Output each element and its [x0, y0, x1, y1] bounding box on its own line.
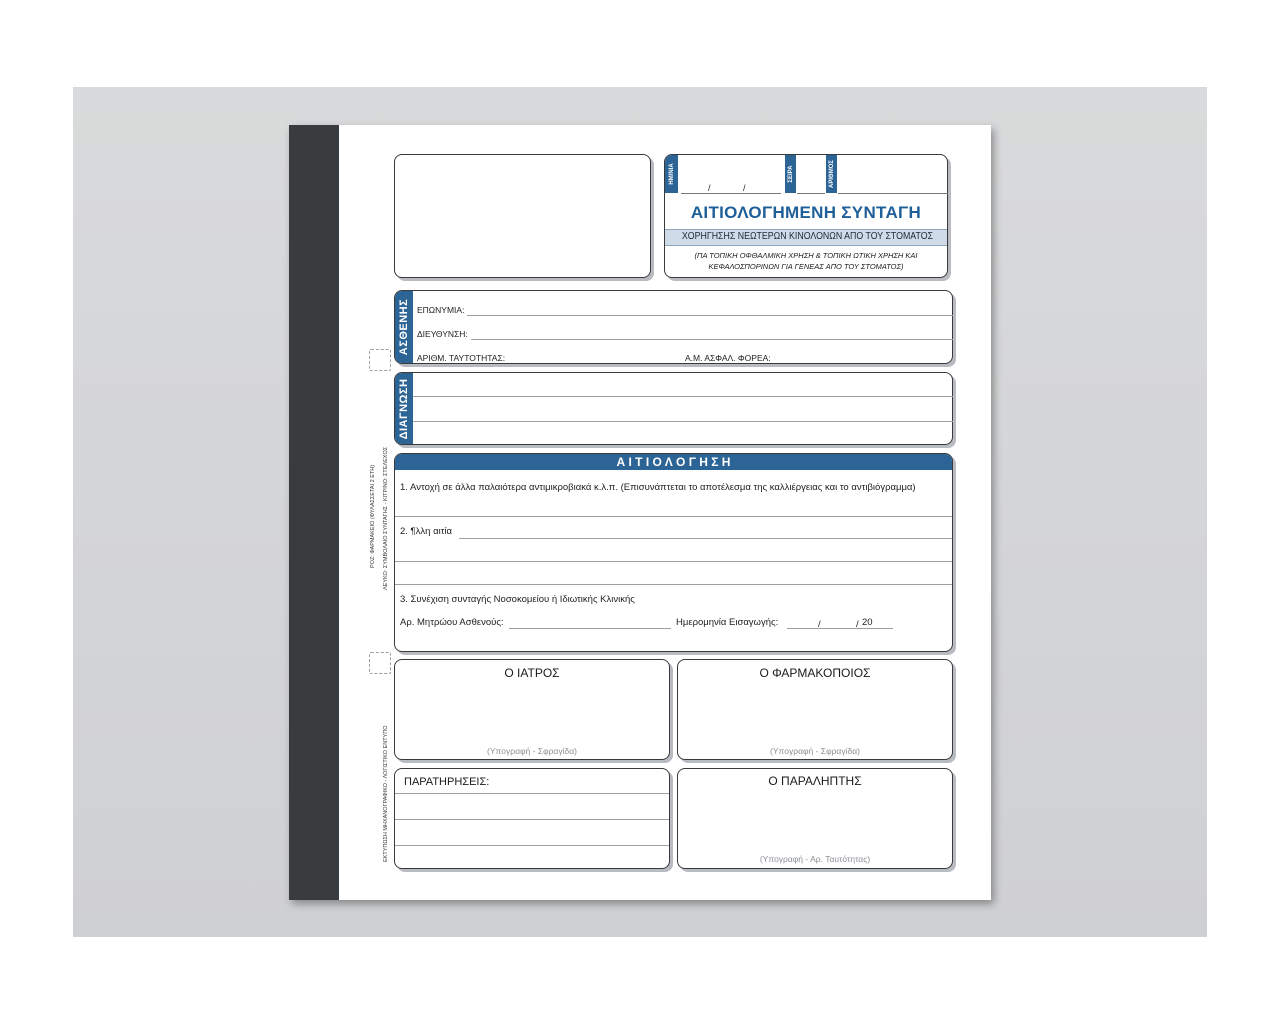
- pharmacist-caption: (Υπογραφή - Σφραγίδα): [770, 746, 860, 756]
- margin-checkbox-2[interactable]: [369, 652, 391, 674]
- form-note-line-1: (ΠΑ ΤΟΠΙΚΗ ΟΦΘΑΛΜΙΚΗ ΧΡΗΣΗ & ΤΟΠΙΚΗ ΩΤΙΚΗ ΧΡΗΣΗ ΚΑΙ: [694, 251, 918, 260]
- number-tab: [826, 155, 837, 193]
- reason-3: 3. Συνέχιση συνταγής Νοσοκομείου ή Ιδιωτικής Κλινικής: [400, 594, 635, 605]
- recipient-caption: (Υπογραφή - Αρ. Ταυτότητας): [759, 854, 871, 864]
- admission-sep-2: /: [856, 619, 859, 630]
- patient-section: [394, 290, 953, 364]
- registry-field[interactable]: [509, 628, 671, 629]
- recipient-title: Ο ΠΑΡΑΛΗΠΤΗΣ: [768, 774, 862, 788]
- printer-note: ΕΚΤΥΠΩΣΗ ΜΗΧΑΝΟΓΡΑΦΙΚΟ - ΛΟΓΙΣΤΙΚΟ ΕΝΤΥΠΟ: [383, 725, 389, 862]
- date-sep-2: /: [743, 183, 746, 193]
- form-subtitle: ΧΟΡΗΓΗΣΗΣ ΝΕΩΤΕΡΩΝ ΚΙΝΟΛΟΝΩΝ ΑΠΟ ΤΟΥ ΣΤΟΜΑΤΟΣ: [681, 231, 934, 242]
- patient-tab: ΑΣΘΕΝΗΣ: [395, 291, 413, 363]
- date-sep-1: /: [708, 183, 711, 193]
- diagnosis-tab: ΔΙΑΓΝΩΣΗ: [395, 373, 413, 444]
- remarks-line-3[interactable]: [395, 845, 669, 846]
- date-tab: [665, 155, 678, 193]
- diagnosis-line-2[interactable]: [413, 421, 953, 422]
- doctor-title: Ο ΙΑΤΡΟΣ: [504, 666, 560, 680]
- subtitle-band: [665, 229, 947, 246]
- name-field[interactable]: [467, 315, 953, 316]
- number-label: ΑΡΙΘΜΟΣ: [828, 160, 835, 188]
- reason-2-field[interactable]: [459, 538, 952, 539]
- id-label: ΑΡΙΘΜ. ΤΑΥΤΟΤΗΤΑΣ:: [417, 353, 506, 363]
- doctor-signature-box[interactable]: [394, 659, 670, 760]
- diagnosis-section: [394, 372, 953, 445]
- name-label: ΕΠΩΝΥΜΙΑ:: [417, 305, 465, 315]
- date-label: ΗΜ/ΝΙΑ: [668, 163, 675, 185]
- address-label: ΔΙΕΥΘΥΝΣΗ:: [417, 329, 468, 339]
- series-tab: [785, 155, 796, 193]
- address-field[interactable]: [471, 339, 953, 340]
- admission-year-prefix: 20: [862, 617, 873, 628]
- pharmacist-title: Ο ΦΑΡΜΑΚΟΠΟΙΟΣ: [759, 666, 871, 680]
- reason-1-line[interactable]: [395, 516, 952, 517]
- series-label: ΣΕΙΡΑ: [787, 165, 794, 183]
- margin-checkbox-1[interactable]: [369, 349, 391, 371]
- stamp-box[interactable]: [394, 154, 651, 278]
- doctor-caption: (Υπογραφή - Σφραγίδα): [487, 746, 577, 756]
- date-field[interactable]: [681, 193, 781, 194]
- recipient-signature-box[interactable]: [677, 768, 953, 869]
- form-title: ΑΙΤΙΟΛΟΓΗΜΕΝΗ ΣΥΝΤΑΓΗ: [690, 203, 922, 222]
- copies-note-1: ΡΟΖ: ΦΑΡΜΑΚΕΙΟ (ΦΥΛΑΣΣΕΤΑΙ 2 ΕΤΗ): [370, 464, 376, 568]
- title-box: [664, 154, 948, 278]
- insurance-label: Α.Μ. ΑΣΦΑΛ. ΦΟΡΕΑ:: [685, 353, 771, 363]
- reason-2: 2. ¶λλη αιτία: [400, 526, 453, 537]
- reason-1: 1. Αντοχή σε άλλα παλαιότερα αντιμικροβιακά κ.λ.π. (Επισυνάπτεται το αποτέλεσμα της καλλιέργειας και το αντιβιόγραμμα): [400, 482, 916, 493]
- admission-sep-1: /: [818, 619, 821, 630]
- remarks-line-2[interactable]: [395, 819, 669, 820]
- copies-note-2: ΛΕΥΚΟ: ΣΥΜΒΟΛΑΙΟ ΣΥΝΤΑΓΗΣ - ΚΙΤΡΙΝΟ: ΣΤΕΛΕΧΟΣ: [383, 446, 389, 590]
- number-field[interactable]: [838, 193, 948, 194]
- reason-2-line-2[interactable]: [395, 561, 952, 562]
- reason-2-line-3[interactable]: [395, 584, 952, 585]
- remarks-box[interactable]: [394, 768, 670, 869]
- diagnosis-line-1[interactable]: [413, 396, 953, 397]
- justification-heading: Α Ι Τ Ι Ο Λ Ο Γ Η Σ Η: [395, 454, 952, 470]
- remarks-title: ΠΑΡΑΤΗΡΗΣΕΙΣ:: [404, 776, 490, 788]
- admission-label: Ημερομηνία Εισαγωγής:: [676, 617, 779, 628]
- admission-date-field[interactable]: [787, 628, 893, 629]
- registry-label: Αρ. Μητρώου Ασθενούς:: [400, 617, 504, 628]
- series-field[interactable]: [797, 193, 825, 194]
- remarks-line-1[interactable]: [395, 793, 669, 794]
- justification-section: [394, 453, 953, 652]
- binding-spine: [289, 125, 339, 900]
- pharmacist-signature-box[interactable]: [677, 659, 953, 760]
- form-note-line-2: ΚΕΦΑΛΟΣΠΟΡΙΝΩΝ ΓΙΑ ΓΕΝΕΑΣ ΑΠΟ ΤΟΥ ΣΤΟΜΑΤΟΣ): [708, 262, 904, 271]
